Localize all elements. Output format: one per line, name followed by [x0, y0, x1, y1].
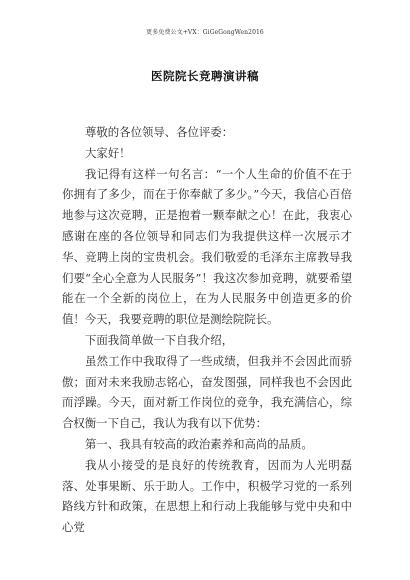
body-paragraph: 下面我简单做一下自我介绍， [85, 332, 234, 347]
body-paragraph: 我从小接受的是良好的传统教育，因而为人光明磊落、处事果断、乐于助人。工作中，积极学习党的一系列路线方针和政策，在思想上和行动上我能够与党中央和中心党 [62, 457, 352, 535]
document-body [62, 122, 352, 538]
header-note: 更多免费公文+VX：GiGeGongWen2016 [146, 29, 264, 36]
body-paragraph: 第一、我具有较高的政治素养和高尚的品质。 [85, 436, 313, 451]
greeting: 大家好！ [85, 145, 131, 160]
document-title: 医院院长竞聘演讲稿 [151, 69, 259, 83]
body-paragraph: 虽然工作中我取得了一些成绩，但我并不会因此而骄傲；面对未来我励志铭心，奋发图强，同样我也不会因此而浮躁。今天，面对新工作岗位的竞争，我充满信心，综合权衡一下自己，我认为我有以下优势： [62, 353, 352, 431]
body-paragraph: 我记得有这样一句名言：“一个人生命的价值不在于你拥有了多少，而在于你奉献了多少。”今天，我信心百倍地参与这次竞聘，正是抱着一颗奉献之心！在此，我衷心感谢在座的各位领导和同志们为我提供这样一次展示才华、竞聘上岗的宝贵机会。我们敬爱的毛泽东主席教导我们要“全心全意为人民服务”！我这次参加竞聘，就要希望能在一个全新的岗位上，在为人民服务中创造更多的价值！今天，我要竞聘的职位是测绘院院长。 [62, 166, 352, 327]
salutation: 尊敬的各位领导、各位评委： [85, 125, 234, 139]
